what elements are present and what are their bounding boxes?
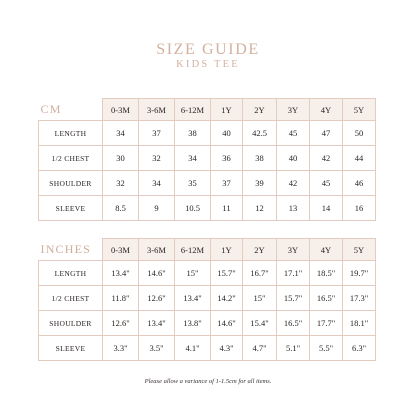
- measurement-value: 50: [343, 121, 376, 146]
- measurement-value: 11.8": [103, 286, 139, 311]
- measurement-value: 34: [139, 171, 175, 196]
- measurement-value: 11: [211, 196, 243, 221]
- measurement-value: 13.8": [175, 311, 211, 336]
- measurement-value: 36: [211, 146, 243, 171]
- measurement-label: SHOULDER: [39, 171, 103, 196]
- measurement-value: 15.4": [243, 311, 277, 336]
- measurement-value: 45: [277, 121, 310, 146]
- size-header-cell: 3-6M: [139, 99, 175, 121]
- measurement-label: 1/2 CHEST: [39, 286, 103, 311]
- measurement-value: 42: [277, 171, 310, 196]
- measurement-value: 30: [103, 146, 139, 171]
- table-row: [39, 121, 376, 146]
- cm-size-table: [38, 98, 376, 221]
- size-header-cell: 5Y: [343, 99, 376, 121]
- measurement-value: 44: [343, 146, 376, 171]
- measurement-value: 14.6": [211, 311, 243, 336]
- measurement-value: 8.5: [103, 196, 139, 221]
- measurement-value: 18.1": [343, 311, 376, 336]
- size-header-cell: 6-12M: [175, 239, 211, 261]
- measurement-value: 45: [310, 171, 343, 196]
- measurement-value: 34: [103, 121, 139, 146]
- size-header-cell: 0-3M: [103, 99, 139, 121]
- measurement-label: 1/2 CHEST: [39, 146, 103, 171]
- size-header-cell: 1Y: [211, 99, 243, 121]
- table-row: [39, 336, 376, 361]
- measurement-value: 15.7": [277, 286, 310, 311]
- measurement-value: 17.7": [310, 311, 343, 336]
- size-header-row: [39, 99, 376, 121]
- measurement-value: 6.3": [343, 336, 376, 361]
- measurement-value: 10.5: [175, 196, 211, 221]
- measurement-value: 5.1": [277, 336, 310, 361]
- measurement-value: 15": [175, 261, 211, 286]
- measurement-value: 35: [175, 171, 211, 196]
- measurement-value: 16.5": [310, 286, 343, 311]
- measurement-value: 17.1": [277, 261, 310, 286]
- measurement-value: 4.1": [175, 336, 211, 361]
- inches-size-table: [38, 238, 376, 361]
- measurement-value: 12: [243, 196, 277, 221]
- measurement-value: 37: [211, 171, 243, 196]
- size-header-cell: 2Y: [243, 239, 277, 261]
- size-header-cell: 1Y: [211, 239, 243, 261]
- variance-note: Please allow a variance of 1-1.5cm for all items.: [144, 378, 272, 385]
- measurement-value: 13: [277, 196, 310, 221]
- measurement-label: SLEEVE: [39, 196, 103, 221]
- unit-label: CM: [39, 99, 103, 121]
- measurement-value: 38: [175, 121, 211, 146]
- size-header-cell: 0-3M: [103, 239, 139, 261]
- measurement-value: 16.7": [243, 261, 277, 286]
- measurement-value: 13.4": [139, 311, 175, 336]
- size-header-cell: 3Y: [277, 239, 310, 261]
- measurement-value: 14.6": [139, 261, 175, 286]
- measurement-value: 12.6": [139, 286, 175, 311]
- measurement-value: 42.5: [243, 121, 277, 146]
- measurement-value: 40: [211, 121, 243, 146]
- measurement-value: 3.3": [103, 336, 139, 361]
- kids-tee-subtitle: KIDS TEE: [176, 59, 240, 70]
- size-header-row: [39, 239, 376, 261]
- measurement-value: 32: [103, 171, 139, 196]
- size-header-cell: 2Y: [243, 99, 277, 121]
- table-row: [39, 311, 376, 336]
- measurement-value: 47: [310, 121, 343, 146]
- measurement-value: 34: [175, 146, 211, 171]
- measurement-value: 13.4": [175, 286, 211, 311]
- measurement-value: 19.7": [343, 261, 376, 286]
- measurement-value: 40: [277, 146, 310, 171]
- measurement-value: 32: [139, 146, 175, 171]
- measurement-value: 46: [343, 171, 376, 196]
- measurement-value: 4.7": [243, 336, 277, 361]
- measurement-value: 16.5": [277, 311, 310, 336]
- measurement-label: LENGTH: [39, 121, 103, 146]
- measurement-value: 17.3": [343, 286, 376, 311]
- size-header-cell: 4Y: [310, 99, 343, 121]
- measurement-value: 15": [243, 286, 277, 311]
- measurement-value: 42: [310, 146, 343, 171]
- size-header-cell: 3Y: [277, 99, 310, 121]
- size-header-cell: 6-12M: [175, 99, 211, 121]
- measurement-value: 9: [139, 196, 175, 221]
- table-row: [39, 146, 376, 171]
- measurement-value: 5.5": [310, 336, 343, 361]
- table-row: [39, 171, 376, 196]
- size-header-cell: 3-6M: [139, 239, 175, 261]
- measurement-value: 12.6": [103, 311, 139, 336]
- size-header-cell: 5Y: [343, 239, 376, 261]
- measurement-value: 37: [139, 121, 175, 146]
- measurement-value: 18.5": [310, 261, 343, 286]
- table-row: [39, 261, 376, 286]
- measurement-value: 13.4": [103, 261, 139, 286]
- unit-label: INCHES: [39, 239, 103, 261]
- measurement-label: SHOULDER: [39, 311, 103, 336]
- size-header-cell: 4Y: [310, 239, 343, 261]
- measurement-value: 15.7": [211, 261, 243, 286]
- measurement-value: 14: [310, 196, 343, 221]
- size-guide-title: SIZE GUIDE: [156, 41, 260, 58]
- measurement-value: 16: [343, 196, 376, 221]
- measurement-value: 14.2": [211, 286, 243, 311]
- table-row: [39, 196, 376, 221]
- measurement-label: SLEEVE: [39, 336, 103, 361]
- table-row: [39, 286, 376, 311]
- measurement-label: LENGTH: [39, 261, 103, 286]
- measurement-value: 38: [243, 146, 277, 171]
- measurement-value: 3.5": [139, 336, 175, 361]
- measurement-value: 39: [243, 171, 277, 196]
- measurement-value: 4.3": [211, 336, 243, 361]
